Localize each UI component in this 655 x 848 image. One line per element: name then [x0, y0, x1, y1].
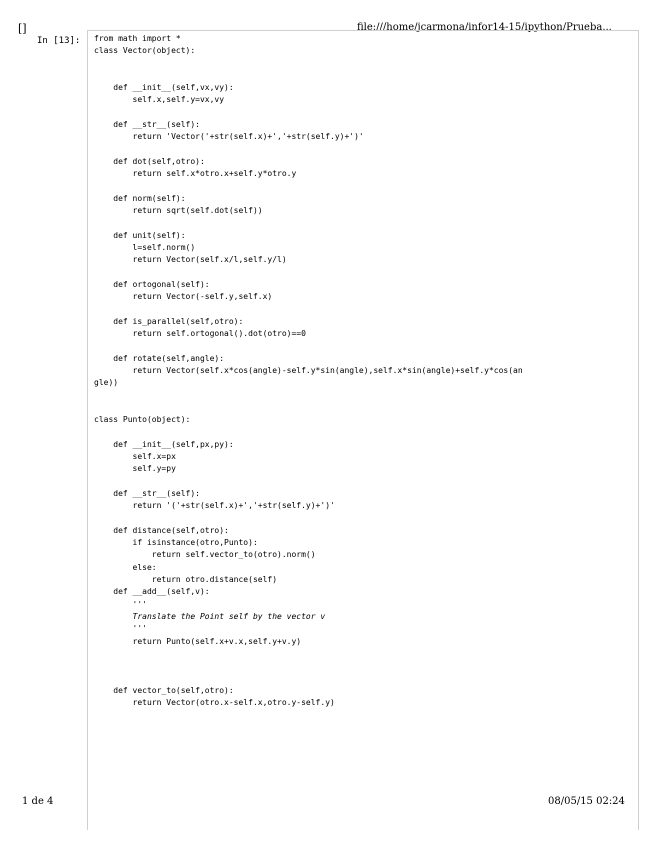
code-line: def ortogonal(self):	[94, 279, 210, 289]
code-line	[94, 660, 523, 672]
code-line: '''	[94, 624, 147, 634]
code-line: return Vector(self.x/l,self.y/l)	[94, 255, 287, 265]
code-line	[94, 58, 523, 70]
code-line: else:	[94, 562, 157, 572]
code-line: return otro.distance(self)	[94, 575, 278, 585]
code-line: gle))	[94, 378, 119, 388]
code-line: return '('+str(self.x)+','+str(self.y)+')'	[94, 501, 335, 511]
code-line: return self.vector_to(otro).norm()	[94, 550, 316, 560]
code-line: def dot(self,otro):	[94, 156, 205, 166]
code-line: def unit(self):	[94, 230, 186, 240]
code-line: def rotate(self,angle):	[94, 353, 225, 363]
code-line: from math import *	[94, 34, 181, 43]
print-timestamp: 08/05/15 02:24	[548, 796, 625, 807]
code-line	[94, 144, 523, 156]
page-number: 1 de 4	[22, 796, 54, 807]
code-line: self.x,self.y=vx,vy	[94, 95, 225, 105]
code-line	[94, 304, 523, 316]
code-line: l=self.norm()	[94, 243, 196, 253]
code-line: if isinstance(otro,Punto):	[94, 538, 258, 548]
code-line	[94, 402, 523, 414]
code-line: self.y=py	[94, 464, 176, 474]
code-line	[94, 513, 523, 525]
code-line: return Vector(-self.y,self.x)	[94, 292, 273, 302]
page-header-left: []	[18, 22, 27, 35]
code-line	[94, 672, 523, 684]
code-line: def distance(self,otro):	[94, 525, 229, 535]
code-line: return Vector(self.x*cos(angle)-self.y*sin(angle),self.x*sin(angle)+self.y*cos(an	[94, 366, 523, 376]
code-line: def norm(self):	[94, 193, 186, 203]
code-line: '''	[94, 599, 147, 609]
code-line: def is_parallel(self,otro):	[94, 316, 244, 326]
code-line: def __init__(self,px,py):	[94, 439, 234, 449]
code-line	[94, 267, 523, 279]
code-line: return self.ortogonal().dot(otro)==0	[94, 329, 306, 339]
code-line	[94, 107, 523, 119]
code-line: return Punto(self.x+v.x,self.y+v.y)	[94, 636, 302, 646]
code-line: return 'Vector('+str(self.x)+','+str(self.y)+')'	[94, 132, 364, 142]
code-line: return Vector(otro.x-self.x,otro.y-self.y)	[94, 698, 335, 708]
cell-input-prompt: In [13]:	[37, 36, 81, 46]
code-line: def __str__(self):	[94, 120, 200, 130]
code-line: return self.x*otro.x+self.y*otro.y	[94, 169, 297, 179]
code-line: self.x=px	[94, 452, 176, 462]
code-line: class Vector(object):	[94, 46, 196, 56]
code-block	[94, 33, 523, 709]
code-line	[94, 427, 523, 439]
code-line	[94, 340, 523, 352]
code-line: class Punto(object):	[94, 415, 191, 425]
code-line: Translate the Point self by the vector v	[94, 611, 326, 621]
code-line: def __str__(self):	[94, 488, 200, 498]
code-line	[94, 648, 523, 660]
code-line	[94, 476, 523, 488]
code-line	[94, 390, 523, 402]
code-line: def __init__(self,vx,vy):	[94, 83, 234, 93]
code-line	[94, 70, 523, 82]
code-line	[94, 181, 523, 193]
page-header-url: file:///home/jcarmona/infor14-15/ipython/Prueba...	[357, 22, 612, 33]
code-line	[94, 217, 523, 229]
code-line: def __add__(self,v):	[94, 587, 210, 597]
code-line: return sqrt(self.dot(self))	[94, 206, 263, 216]
code-line: def vector_to(self,otro):	[94, 685, 234, 695]
code-cell[interactable]	[87, 30, 639, 830]
